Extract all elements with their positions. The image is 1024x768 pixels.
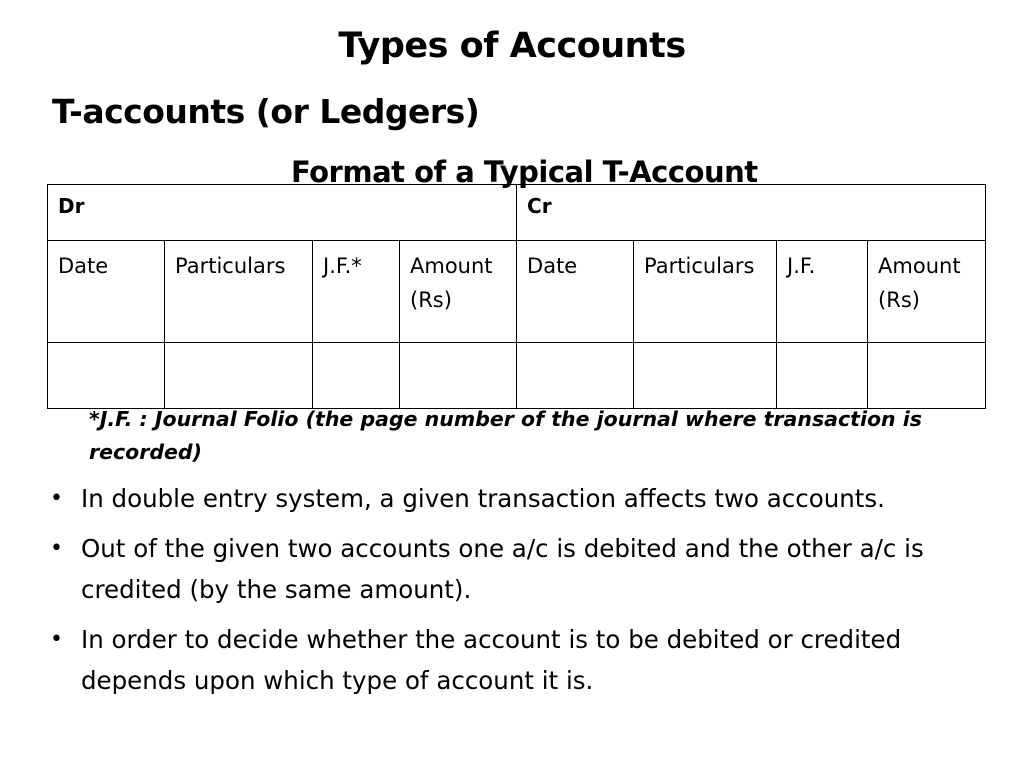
cr-date-header: Date (517, 241, 634, 343)
table-caption: Format of a Typical T-Account (291, 155, 758, 189)
bullet-icon: • (50, 486, 63, 511)
subheading: T-accounts (or Ledgers) (52, 92, 480, 131)
cr-particulars-header: Particulars (634, 241, 777, 343)
debit-side-label: Dr (48, 185, 517, 241)
dr-particulars-header: Particulars (165, 241, 313, 343)
blank-cell (313, 343, 400, 409)
blank-cell (165, 343, 313, 409)
dr-amount-header: Amount (Rs) (400, 241, 517, 343)
cr-amount-header: Amount (Rs) (868, 241, 986, 343)
list-item (0, 619, 1000, 701)
bullet-icon: • (50, 536, 63, 561)
credit-side-label: Cr (517, 185, 986, 241)
side-row (48, 185, 986, 241)
blank-entry-row (48, 343, 986, 409)
blank-cell (634, 343, 777, 409)
bullet-text: Out of the given two accounts one a/c is debited and the other a/c is credited (by the same amount). (81, 534, 924, 604)
list-item (0, 528, 1000, 610)
column-header-row (48, 241, 986, 343)
blank-cell (400, 343, 517, 409)
bullet-text: In double entry system, a given transaction affects two accounts. (81, 484, 885, 513)
list-item (0, 478, 1000, 519)
blank-cell (777, 343, 868, 409)
blank-cell (517, 343, 634, 409)
bullet-text: In order to decide whether the account is to be debited or credited depends upon which type of account it is. (81, 625, 902, 695)
blank-cell (48, 343, 165, 409)
dr-jf-header: J.F.* (313, 241, 400, 343)
blank-cell (868, 343, 986, 409)
slide-title: Types of Accounts (338, 26, 686, 66)
t-account-table (47, 184, 986, 409)
bullet-icon: • (50, 627, 63, 652)
jf-footnote: *J.F. : Journal Folio (the page number of the journal where transaction is recorded) (89, 407, 923, 464)
bullet-list (0, 478, 1000, 710)
dr-date-header: Date (48, 241, 165, 343)
cr-jf-header: J.F. (777, 241, 868, 343)
